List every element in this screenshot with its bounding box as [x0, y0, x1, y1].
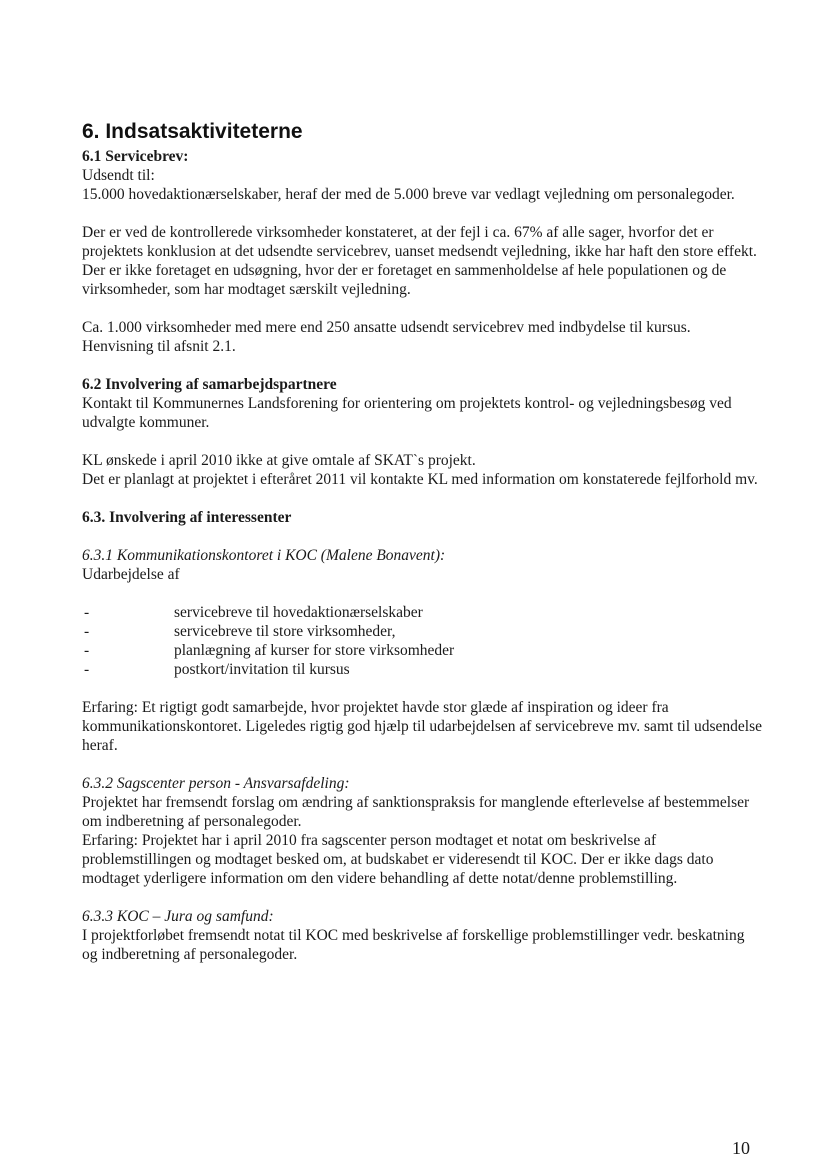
heading-6-3-3: 6.3.3 KOC – Jura og samfund: — [82, 908, 274, 925]
list-item: - servicebreve til store virksomheder, — [84, 623, 396, 640]
heading-6-1: 6.1 Servicebrev: — [82, 148, 189, 165]
list-item: - postkort/invitation til kursus — [84, 661, 350, 678]
list-item: - servicebreve til hovedaktionærselskaber — [84, 604, 423, 621]
s62-para2b: Det er planlagt at projektet i efteråret 2011 vil kontakte KL med information om konstaterede fejlforhold mv. — [82, 471, 758, 488]
s61-para1: 15.000 hovedaktionærselskaber, heraf der med de 5.000 breve var vedlagt vejledning om personalegoder. — [82, 186, 735, 203]
section-title: 6. Indsatsaktiviteterne — [82, 120, 303, 143]
heading-6-3: 6.3. Involvering af interessenter — [82, 509, 292, 526]
bullet-dash: - — [84, 623, 90, 640]
s633-para: I projektforløbet fremsendt notat til KOC med beskrivelse af forskellige problemstillinger vedr. beskatning og indberetning af personalegoder. — [82, 927, 745, 963]
heading-6-2: 6.2 Involvering af samarbejdspartnere — [82, 376, 337, 393]
s62-para1: Kontakt til Kommunernes Landsforening for orientering om projektets kontrol- og vejledningsbesøg ved udvalgte kommuner. — [82, 395, 732, 431]
heading-6-3-1: 6.3.1 Kommunikationskontoret i KOC (Malene Bonavent): — [82, 547, 446, 564]
s62-para2a: KL ønskede i april 2010 ikke at give omtale af SKAT`s projekt. — [82, 452, 476, 469]
s632-para2: Erfaring: Projektet har i april 2010 fra sagscenter person modtaget et notat om beskrivelse af problemstillingen og modtaget besked om, at budskabet er videresendt til KOC. Der er ikke dags dato modtaget yderligere information om den videre behandling af dette notat/denne problemstilling. — [82, 832, 714, 887]
s631-para: Erfaring: Et rigtigt godt samarbejde, hvor projektet havde stor glæde af inspiration og ideer fra kommunikationskontoret. Ligeledes rigtig god hjælp til udarbejdelsen af servicebreve mv. samt til udsendelse heraf. — [82, 699, 762, 754]
page-number: 10 — [732, 1138, 750, 1158]
bullet-dash: - — [84, 642, 90, 659]
s631-intro: Udarbejdelse af — [82, 566, 180, 583]
bullet-dash: - — [84, 661, 90, 678]
s632-para1: Projektet har fremsendt forslag om ændring af sanktionspraksis for manglende efterlevelse af bestemmelser om indberetning af personalegoder. — [82, 794, 750, 830]
s61-para2: Der er ved de kontrollerede virksomheder konstateret, at der fejl i ca. 67% af alle sager, hvorfor det er projektets konklusion at det udsendte servicebrev, uanset medsendt vejledning, ikke har haft den store effekt. Der er ikke foretaget en udsøgning, hvor der er foretaget en sammenholdelse af hele populationen og de virksomheder, som har modtaget særskilt vejledning. — [82, 224, 757, 298]
bullet-list — [82, 603, 762, 679]
bullet-dash: - — [84, 604, 90, 621]
s61-para3: Ca. 1.000 virksomheder med mere end 250 ansatte udsendt servicebrev med indbydelse til kursus. Henvisning til afsnit 2.1. — [82, 319, 691, 355]
page-content — [82, 120, 762, 964]
s61-line1: Udsendt til: — [82, 167, 155, 184]
heading-6-3-2: 6.3.2 Sagscenter person - Ansvarsafdeling: — [82, 775, 350, 792]
list-item: - planlægning af kurser for store virksomheder — [84, 642, 455, 659]
